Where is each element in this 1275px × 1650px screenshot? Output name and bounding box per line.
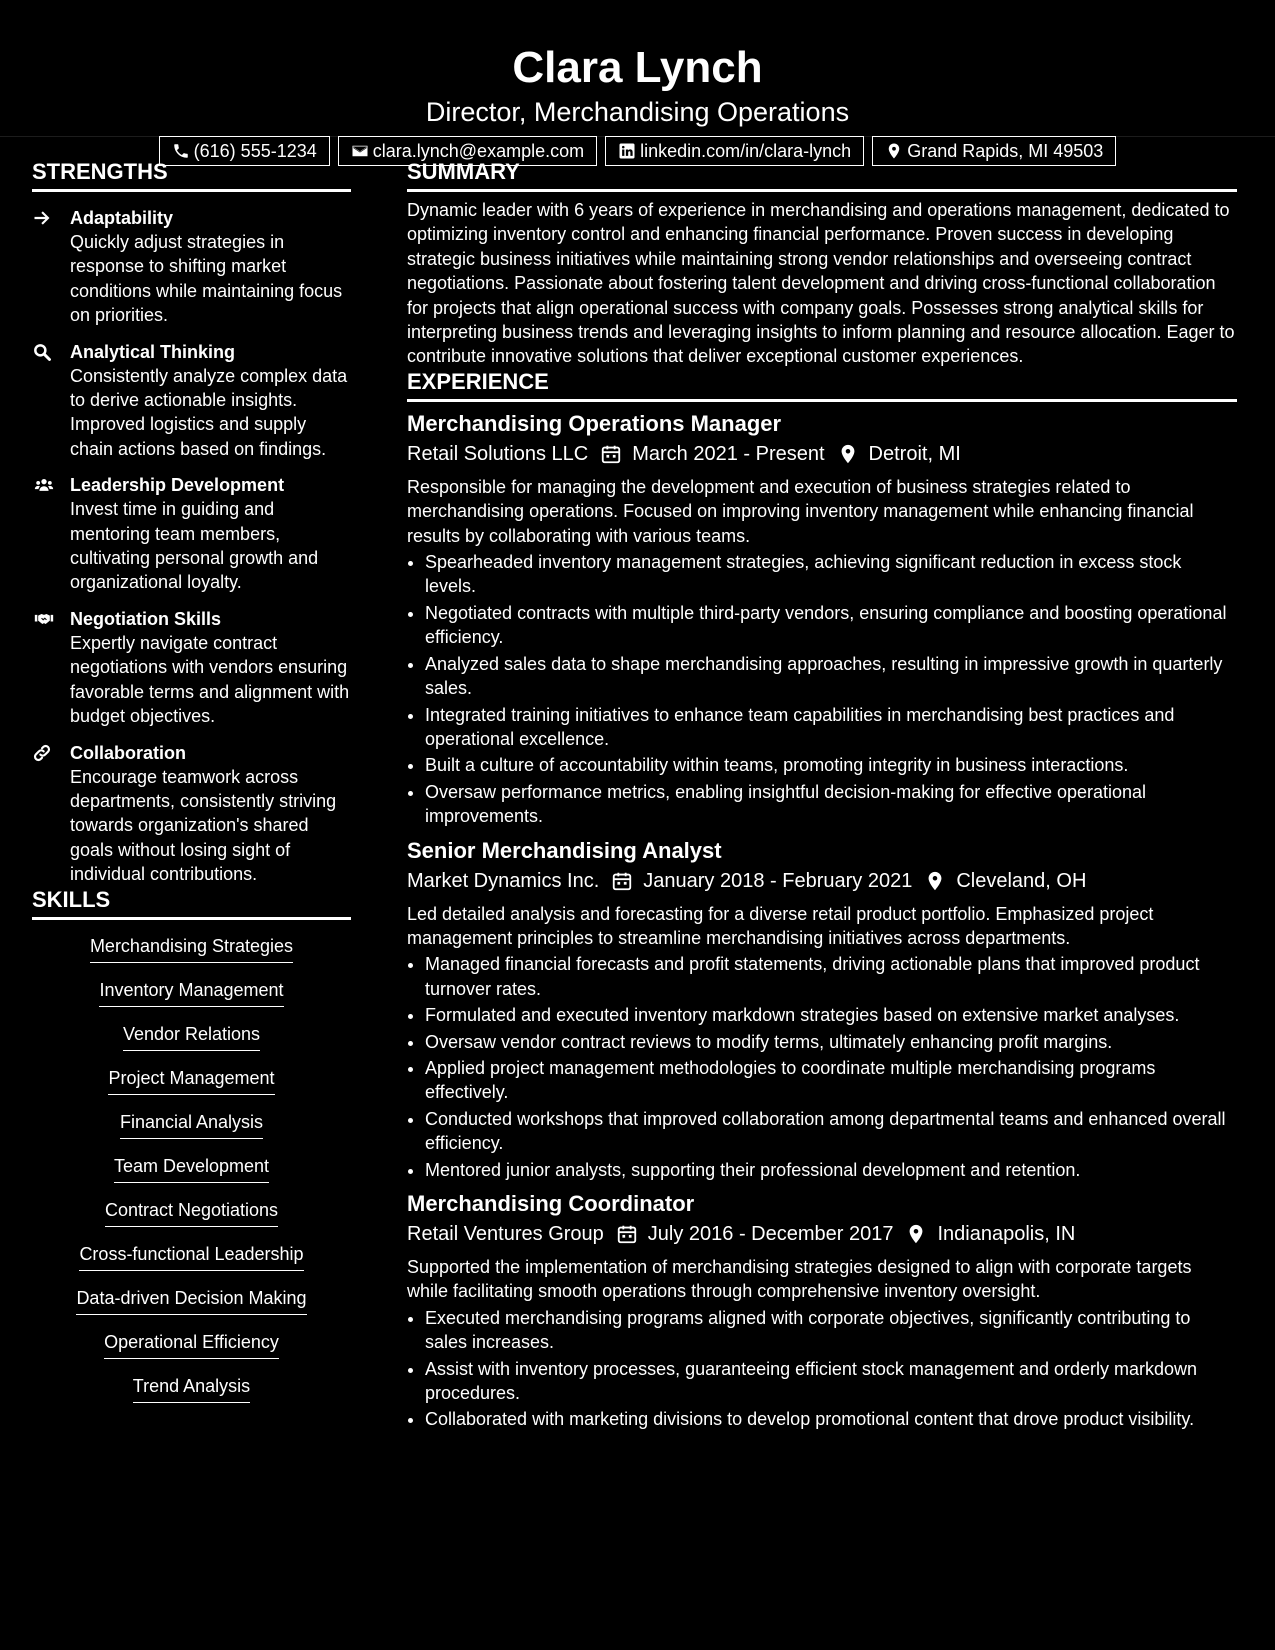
job-bullet: • Assist with inventory processes, guaranteeing efficient stock management and orderly markdown procedures. — [425, 1357, 1237, 1406]
skill-tag — [32, 928, 351, 972]
skill-tag — [32, 1060, 351, 1104]
left-column — [32, 137, 351, 1432]
summary-text: Dynamic leader with 6 years of experience in merchandising and operations management, dedicated to optimizing inventory control and enhancing financial performance. Proven success in developing strategic business initiatives while maintaining strong vendor relationships and overseeing contract negotiations. Passionate about fostering talent development and driving cross-functional collaboration for projects that align operational success with company goals. Possesses strong analytical skills for interpreting business trends and leveraging insights to inform planning and resource allocation. Eager to contribute innovative solutions that deliver exceptional customer experiences. — [407, 200, 1235, 367]
strength-title: Negotiation Skills — [70, 608, 222, 629]
skill-tag — [32, 1280, 351, 1324]
strength-desc: Consistently analyze complex data to derive actionable insights. Improved logistics and supply chain actions based on findings. — [70, 365, 348, 459]
skill-label: Operational Efficiency — [104, 1324, 279, 1359]
strength-item — [32, 741, 351, 887]
job-location: Indianapolis, IN — [937, 1223, 1076, 1245]
link-icon — [32, 743, 52, 763]
job-bullet: • Managed financial forecasts and profit statements, driving actionable plans that improved product turnover rates. — [425, 952, 1237, 1001]
contact-phone-text: (616) 555-1234 — [193, 141, 317, 161]
strength-item — [32, 607, 351, 729]
job-company: Retail Solutions LLC — [407, 442, 589, 465]
calendar-icon — [616, 1223, 638, 1245]
skill-label: Trend Analysis — [133, 1368, 250, 1403]
job-bullet: • Collaborated with marketing divisions to develop promotional content that drove product visibility. — [425, 1407, 1237, 1431]
candidate-name: Clara Lynch — [512, 43, 763, 92]
search-icon — [32, 342, 52, 362]
skill-tag — [32, 1104, 351, 1148]
job-bullet: • Oversaw performance metrics, enabling insightful decision-making for effective operational improvements. — [425, 780, 1237, 829]
job-company: Market Dynamics Inc. — [407, 869, 600, 892]
strength-title: Collaboration — [70, 742, 186, 763]
users-icon — [32, 475, 56, 495]
job-title: Senior Merchandising Analyst — [407, 837, 722, 863]
resume-body — [0, 137, 1275, 1432]
skill-label: Project Management — [108, 1060, 274, 1095]
job-bullet: • Formulated and executed inventory markdown strategies based on extensive market analyses. — [425, 1003, 1237, 1027]
job-bullet: • Built a culture of accountability within teams, promoting integrity in business interactions. — [425, 753, 1237, 777]
map-pin-icon — [837, 443, 859, 465]
handshake-icon — [32, 609, 56, 629]
map-pin-icon — [905, 1223, 927, 1245]
job-title: Merchandising Coordinator — [407, 1191, 695, 1216]
candidate-title: Director, Merchandising Operations — [425, 97, 850, 127]
job-dates: March 2021 - Present — [632, 442, 825, 465]
job-bullets — [407, 1306, 1237, 1432]
contact-location-text: Grand Rapids, MI 49503 — [907, 141, 1104, 161]
calendar-icon — [600, 443, 622, 465]
strengths-heading: STRENGTHS — [32, 159, 351, 192]
job-bullet: • Applied project management methodologies to coordinate multiple merchandising programs effectively. — [425, 1056, 1237, 1105]
strength-desc: Expertly navigate contract negotiations with vendors ensuring favorable terms and alignment with budget objectives. — [70, 632, 350, 727]
skill-label: Vendor Relations — [123, 1016, 260, 1051]
job-dates: January 2018 - February 2021 — [643, 869, 913, 892]
job-bullet: • Negotiated contracts with multiple third-party vendors, ensuring compliance and boosting operational efficiency. — [425, 601, 1237, 650]
skill-label: Cross-functional Leadership — [79, 1236, 303, 1271]
experience-heading: EXPERIENCE — [407, 369, 1237, 402]
strength-title: Adaptability — [70, 208, 174, 228]
skill-tag — [32, 1324, 351, 1368]
skill-label: Financial Analysis — [120, 1104, 263, 1139]
skills-heading: SKILLS — [32, 887, 351, 920]
job-entry — [407, 410, 1237, 829]
summary-heading: SUMMARY — [407, 159, 1237, 192]
job-bullet: • Executed merchandising programs aligned with corporate objectives, significantly contributing to sales increases. — [425, 1306, 1237, 1355]
job-location: Detroit, MI — [868, 442, 961, 465]
job-meta — [407, 441, 1237, 467]
skill-tag — [32, 1236, 351, 1280]
skills-list — [32, 928, 351, 1412]
skill-tag — [32, 972, 351, 1016]
strength-title: Leadership Development — [70, 475, 285, 496]
job-description: Led detailed analysis and forecasting for a diverse retail product portfolio. Emphasized project management principles to streamline merchandising initiatives across departments. — [407, 903, 1154, 948]
job-title: Merchandising Operations Manager — [407, 410, 782, 436]
arrow-right-icon — [32, 208, 52, 228]
strength-item — [32, 473, 351, 595]
strength-desc: Encourage teamwork across departments, consistently striving towards organization's shared goals without losing sight of individual contributions. — [70, 766, 337, 885]
skill-tag — [32, 1192, 351, 1236]
job-meta — [407, 868, 1237, 894]
strength-item — [32, 340, 351, 462]
skill-label: Contract Negotiations — [105, 1192, 278, 1227]
strength-desc: Quickly adjust strategies in response to shifting market conditions while maintaining focus on priorities. — [70, 232, 343, 326]
skill-tag — [32, 1016, 351, 1060]
job-bullet: • Spearheaded inventory management strategies, achieving significant reduction in excess stock levels. — [425, 550, 1237, 599]
skill-tag — [32, 1368, 351, 1412]
job-entry — [407, 837, 1237, 1182]
job-meta — [407, 1221, 1237, 1247]
contact-email-text: clara.lynch@example.com — [372, 141, 585, 161]
job-bullets — [407, 550, 1237, 828]
skill-label: Merchandising Strategies — [90, 928, 293, 963]
job-bullet: • Oversaw vendor contract reviews to modify terms, ultimately enhancing profit margins. — [425, 1030, 1237, 1054]
skill-label: Inventory Management — [99, 972, 283, 1007]
job-bullet: • Integrated training initiatives to enhance team capabilities in merchandising best practices and operational excellence. — [425, 703, 1237, 752]
contact-linkedin-text: linkedin.com/in/clara-lynch — [640, 141, 852, 161]
right-column — [407, 137, 1237, 1432]
job-company: Retail Ventures Group — [407, 1223, 604, 1245]
strength-desc: Invest time in guiding and mentoring team members, cultivating personal growth and organizational loyalty. — [70, 499, 319, 593]
job-location: Cleveland, OH — [956, 869, 1087, 892]
skill-tag — [32, 1148, 351, 1192]
job-bullet: • Mentored junior analysts, supporting their professional development and retention. — [425, 1158, 1237, 1182]
job-entry — [407, 1190, 1237, 1432]
envelope-icon — [351, 142, 369, 160]
job-bullets — [407, 952, 1237, 1182]
strength-item — [32, 206, 351, 328]
job-dates: July 2016 - December 2017 — [647, 1223, 894, 1245]
resume-header — [0, 0, 1275, 161]
job-description: Supported the implementation of merchandising strategies designed to align with corporate targets while facilitating smooth operations through comprehensive inventory oversight. — [407, 1257, 1192, 1302]
skill-label: Data-driven Decision Making — [76, 1280, 306, 1315]
calendar-icon — [611, 870, 633, 892]
job-bullet: • Analyzed sales data to shape merchandising approaches, resulting in impressive growth in quarterly sales. — [425, 652, 1237, 701]
job-bullet: • Conducted workshops that improved collaboration among departmental teams and enhanced overall efficiency. — [425, 1107, 1237, 1156]
strength-title: Analytical Thinking — [70, 341, 236, 362]
map-pin-icon — [924, 870, 946, 892]
skill-label: Team Development — [114, 1148, 269, 1183]
job-description: Responsible for managing the development and execution of business strategies related to merchandising operations. Focused on improving inventory management while enhancing financial results by collaborating with various teams. — [407, 476, 1194, 546]
